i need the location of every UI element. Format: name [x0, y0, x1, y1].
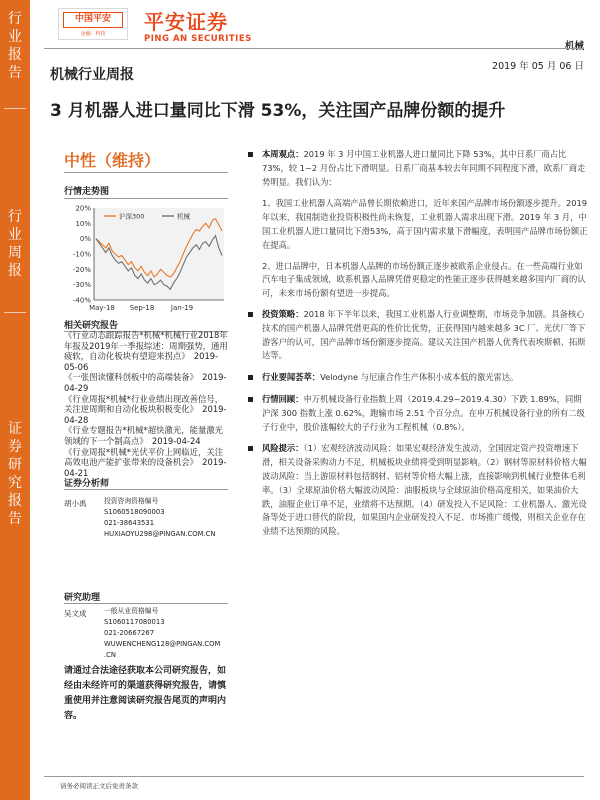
bullet-icon	[248, 446, 253, 451]
section-news	[246, 371, 588, 385]
analyst-name: 胡小禹	[64, 499, 87, 508]
y-tick-label: 10%	[75, 219, 91, 228]
bullet-icon	[248, 375, 253, 380]
related-report-item: 《行业专题报告*机械*超快激光，能量激光领域的下一个制高点》 2019-04-24	[64, 425, 224, 446]
sidebar-divider	[4, 108, 26, 109]
legend-label: 机械	[177, 212, 190, 221]
y-tick-label: 0%	[79, 235, 91, 244]
section-label: 行业要闻荟萃：	[262, 372, 321, 383]
pingan-securities-logo	[144, 6, 252, 44]
analyst-cert: S1060518090003	[104, 508, 165, 516]
section-market-review	[246, 393, 588, 434]
related-reports-title: 相关研究报告	[64, 321, 119, 331]
section-label: 行情回顾：	[262, 393, 304, 404]
divider	[64, 603, 228, 604]
sidebar	[0, 0, 30, 800]
y-tick-label: -40%	[72, 296, 91, 305]
pingan-group-logo-text: 中国平安	[63, 12, 123, 28]
section-text: 2019 年 3 月中国工业机器人进口量同比下降 53%，其中日系厂商占比 73%，较 1~2 月份占比下滑明显。日系厂商基本较去年同期不同程度下滑，欧系厂商走势明显。我们认为：	[262, 149, 586, 187]
market-trend-chart	[64, 202, 228, 320]
related-report-item: 《行业周报*机械*行业业绩出现改善信号，关注逆周期和自动化板块积极变化》 2019-04-28	[64, 393, 227, 425]
divider	[64, 489, 228, 490]
assistant-role: 一般从业资格编号	[104, 607, 159, 615]
related-report-item: 《行业周报*机械*光伏平价上网临近，关注高效电池产能扩张带来的设备机会》 2019-04-21	[64, 446, 227, 478]
assistant-phone: 021-20667267	[104, 629, 155, 637]
assistant-name: 吴文成	[64, 609, 87, 618]
section-text: 2018 年下半年以来，我国工业机器人行业调整期，市场竞争加剧。具备核心技术的国产机器人品牌凭借更高的性价比优势，正获得国内越来越多 3C 厂、光伏厂等下游客户的认可，国产品牌市场份额逐步提高。建议关注国产机器人优秀代表埃斯顿、拓斯达等。	[262, 308, 586, 361]
chart-plot-area	[94, 208, 224, 300]
chart-title: 行情走势图	[64, 187, 110, 197]
analyst-email: HUXIAOYU298@PINGAN.COM.CN	[104, 530, 216, 538]
pingan-group-logo	[58, 8, 128, 40]
footer-note: 请务必阅读正文后免责条款	[60, 782, 138, 790]
bullet-icon	[248, 397, 253, 402]
disclaimer: 请通过合法途径获取本公司研究报告，如经由未经许可的渠道获得研究报告，请慎重使用并注意阅读研究报告尾页的声明内容。	[64, 666, 227, 721]
related-report-item: 《行业动态跟踪报告*机械*机械行业2018年年报及2019年一季报综述：周期强势，通用疲软，自动化板块有望迎来拐点》 2019-05-06	[64, 330, 228, 372]
legend-label: 沪深300	[119, 212, 145, 221]
section-label: 风险提示：	[262, 443, 304, 454]
assistant-cert: S1060117080013	[104, 618, 165, 626]
section-risk	[246, 442, 588, 539]
x-tick-label: Jan-19	[170, 304, 194, 312]
analyst-role: 投资咨询资格编号	[104, 497, 159, 505]
sector-label: 机械	[564, 41, 584, 52]
pingan-group-logo-sub: 金融 · 科技	[80, 31, 106, 37]
sidebar-label-weekly: 行 业 周 报	[8, 209, 22, 279]
y-tick-label: 20%	[75, 204, 91, 213]
company-name-en: PING AN SECURITIES	[144, 34, 252, 44]
section-strategy	[246, 308, 588, 363]
section-text: 申万机械设备行业指数上周（2019.4.29~2019.4.30）下跌 1.89%，同期沪深 300 指数上涨 0.62%，跑输市场 2.51 个百分点。在申万机械设备行业的所有二级子行业中，股价涨幅较大的子行业为工程机械（0.8%）。	[262, 393, 585, 432]
report-date: 2019 年 05 月 06 日	[492, 61, 584, 72]
paragraph-2: 2、进口品牌中，日本机器人品牌的市场份额正逐步被欧系企业侵占。在一些高端行业如汽车电子集成领域，欧系机器人品牌凭借更稳定的性能正逐步获得越来越多国内厂商的认可，未来市场份额有望进一步提高。	[262, 260, 586, 299]
main-content	[246, 148, 588, 547]
assistant-info	[104, 606, 234, 661]
section-text: （1）宏观经济波动风险：如果宏观经济发生波动，全国固定资产投资增速下滑，相关设备采购动力不足，机械板块业绩将受到明显影响。（2）钢材等原材料价格大幅波动风险：当上游原材料包括钢材、铝材等价格大幅上涨，直接影响到机械行业整体毛利率。（3）全球原油价格大幅波动风险：油服板块与全球原油价格高度相关，如果油价大跌，油服企业订单不足，业绩将不达预期。（4）研发投入不足风险：工业机器人、激光设备等处于进口替代的阶段，如果国内企业研发投入不足、市场推广缓慢，则相关企业存在业绩不达预期的风险。	[262, 443, 587, 537]
sidebar-divider	[4, 312, 26, 313]
paragraph-1: 1、我国工业机器人高端产品曾长期依赖进口，近年来国产品牌市场份额逐步提升。2019 年以来，我国制造业投资积极性尚未恢复，工业机器人需求出现下滑。2019 年 3 月，中国工业机器人进口量同比下滑53%，高于国内需求量下滑幅度，表明国产品牌市场份额正在提高。	[262, 198, 588, 250]
x-tick-label: Sep-18	[129, 304, 155, 312]
footer-divider	[44, 776, 584, 777]
analyst-phone: 021-38643531	[104, 519, 155, 527]
x-tick-label: May-18	[89, 304, 115, 312]
analyst-info	[104, 496, 234, 540]
assistant-email-2: .CN	[104, 651, 116, 659]
section-text: Velodyne 与尼康合作生产体积小成本低的激光雷达。	[320, 372, 519, 383]
assistant-email-1: WUWENCHENG128@PINGAN.COM	[104, 640, 221, 648]
y-tick-label: -30%	[72, 281, 91, 290]
divider	[64, 198, 228, 199]
assistant-title: 研究助理	[64, 593, 101, 603]
related-reports-list	[64, 330, 228, 478]
bullet-icon	[248, 312, 253, 317]
page-title: 3 月机器人进口量同比下滑 53%，关注国产品牌份额的提升	[50, 101, 506, 121]
section-weekly-view	[246, 148, 588, 189]
sidebar-label-industry-report: 行 业 报 告	[8, 11, 22, 81]
analyst-title: 证券分析师	[64, 479, 110, 489]
section-label: 投资策略：	[262, 308, 304, 319]
y-tick-label: -20%	[72, 265, 91, 274]
report-type: 机械行业周报	[50, 67, 134, 83]
header-divider	[44, 48, 584, 49]
divider	[64, 172, 228, 173]
company-name-cn: 平安证券	[144, 10, 228, 34]
related-report-item: 《一张图读懂科创板中的高端装备》 2019-04-29	[64, 372, 227, 393]
section-label: 本周观点：	[262, 149, 304, 159]
rating-badge: 中性（维持）	[64, 151, 161, 170]
y-tick-label: -10%	[72, 250, 91, 259]
sidebar-label-research: 证 券 研 究 报 告	[8, 421, 22, 527]
bullet-icon	[248, 152, 253, 157]
